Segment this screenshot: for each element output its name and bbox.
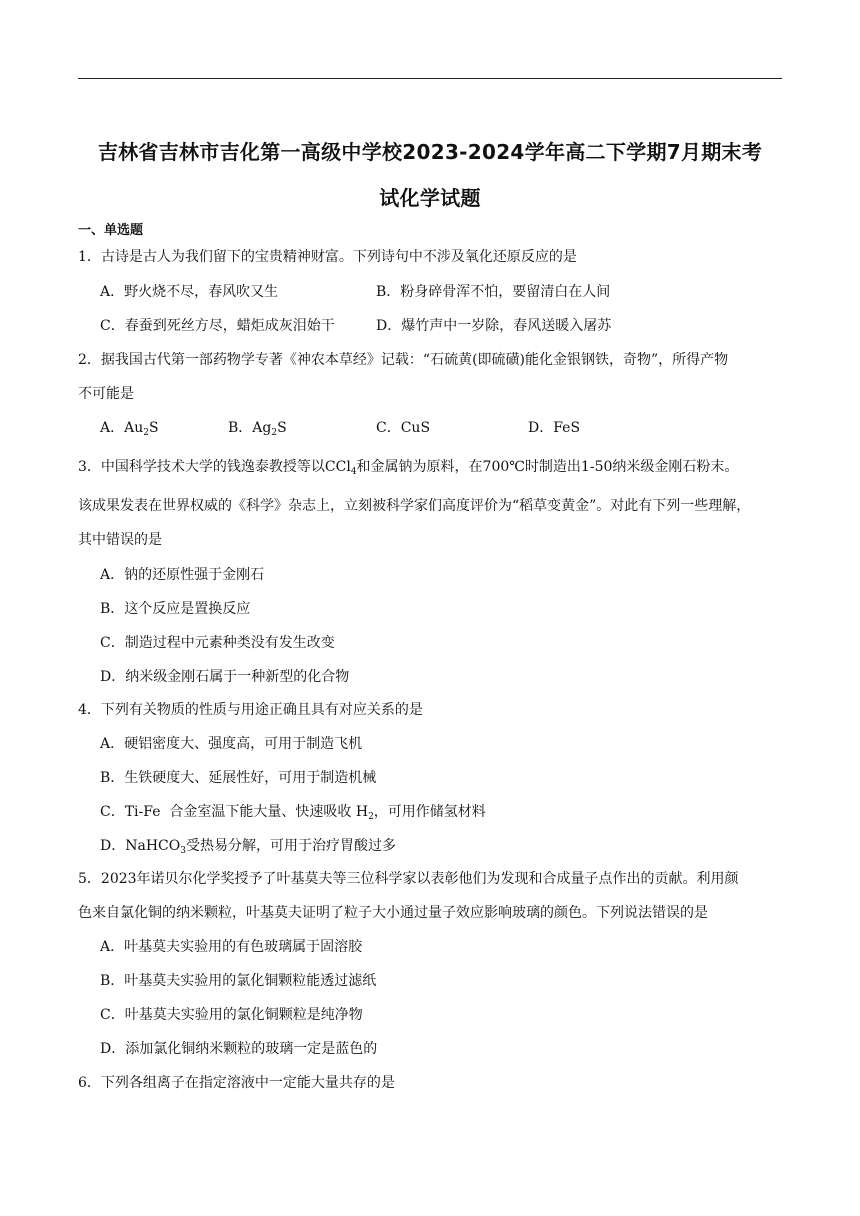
question-1-option-a: A．野火烧不尽，春风吹又生 xyxy=(100,284,279,300)
question-6-stem: 6．下列各组离子在指定溶液中一定能大量共存的是 xyxy=(78,1075,395,1091)
question-2-option-a: A．$Au_2S$ xyxy=(100,420,159,438)
question-2-option-c: C．CuS xyxy=(376,420,431,436)
question-5-option-d: D．添加氯化铜纳米颗粒的玻璃一定是蓝色的 xyxy=(100,1041,378,1057)
question-2-option-b: B．$Ag_2S$ xyxy=(228,420,287,438)
question-4-option-d: D．NaHCO$_3$受热易分解，可用于治疗胃酸过多 xyxy=(100,838,396,856)
page-title-line-2: 试化学试题 xyxy=(379,186,481,210)
question-5-option-a: A．叶基莫夫实验用的有色玻璃属于固溶胶 xyxy=(100,939,363,955)
question-5-stem-line-1: 5．2023年诺贝尔化学奖授予了叶基莫夫等三位科学家以表彰他们为发现和合成量子点作出的贡献。利用颜 xyxy=(78,871,739,887)
question-3-option-c: C．制造过程中元素种类没有发生改变 xyxy=(100,635,335,651)
question-2-stem-line-2: 不可能是 xyxy=(78,386,134,402)
question-3-option-b: B．这个反应是置换反应 xyxy=(100,601,251,617)
question-5-stem-line-2: 色来自氯化铜的纳米颗粒，叶基莫夫证明了粒子大小通过量子效应影响玻璃的颜色。下列说法错误的是 xyxy=(78,905,708,921)
question-5-option-c: C．叶基莫夫实验用的氯化铜颗粒是纯净物 xyxy=(100,1007,363,1023)
question-3-option-a: A．钠的还原性强于金刚石 xyxy=(100,567,265,583)
question-3-stem-line-1: 3．中国科学技术大学的钱逸泰教授等以CCl$_4$和金属钠为原料，在700℃时制造出1-50纳米级金刚石粉末。 xyxy=(78,459,739,477)
question-3-stem-line-2: 该成果发表在世界权威的《科学》杂志上，立刻被科学家们高度评价为“稻草变黄金”。对此有下列一些理解， xyxy=(78,498,751,514)
question-3-stem-line-3: 其中错误的是 xyxy=(78,532,162,548)
page-title-line-1: 吉林省吉林市吉化第一高级中学校2023-2024学年高二下学期7月期末考 xyxy=(97,140,763,164)
section-heading: 一、单选题 xyxy=(78,223,144,238)
question-3-option-d: D．纳米级金刚石属于一种新型的化合物 xyxy=(100,669,350,685)
question-4-option-b: B．生铁硬度大、延展性好，可用于制造机械 xyxy=(100,770,377,786)
question-5-option-b: B．叶基莫夫实验用的氯化铜颗粒能透过滤纸 xyxy=(100,973,377,989)
question-1-option-c: C．春蚕到死丝方尽，蜡炬成灰泪始干 xyxy=(100,318,335,334)
question-2-option-d: D．FeS xyxy=(528,420,581,436)
question-1-option-d: D．爆竹声中一岁除，春风送暖入屠苏 xyxy=(376,318,612,334)
question-2-stem-line-1: 2．据我国古代第一部药物学专著《神农本草经》记载：“石硫黄(即硫磺)能化金银钢铁，奇物”，所得产物 xyxy=(78,352,729,368)
question-4-option-a: A．硬铝密度大、强度高，可用于制造飞机 xyxy=(100,736,363,752)
question-4-stem: 4．下列有关物质的性质与用途正确且具有对应关系的是 xyxy=(78,702,423,718)
question-1-stem: 1．古诗是古人为我们留下的宝贵精神财富。下列诗句中不涉及氧化还原反应的是 xyxy=(78,249,577,265)
header-rule xyxy=(78,78,782,79)
question-4-option-c: C．Ti-Fe 合金室温下能大量、快速吸收 $H_2$，可用作储氢材料 xyxy=(100,804,486,822)
question-1-option-b: B．粉身碎骨浑不怕，要留清白在人间 xyxy=(376,284,611,300)
